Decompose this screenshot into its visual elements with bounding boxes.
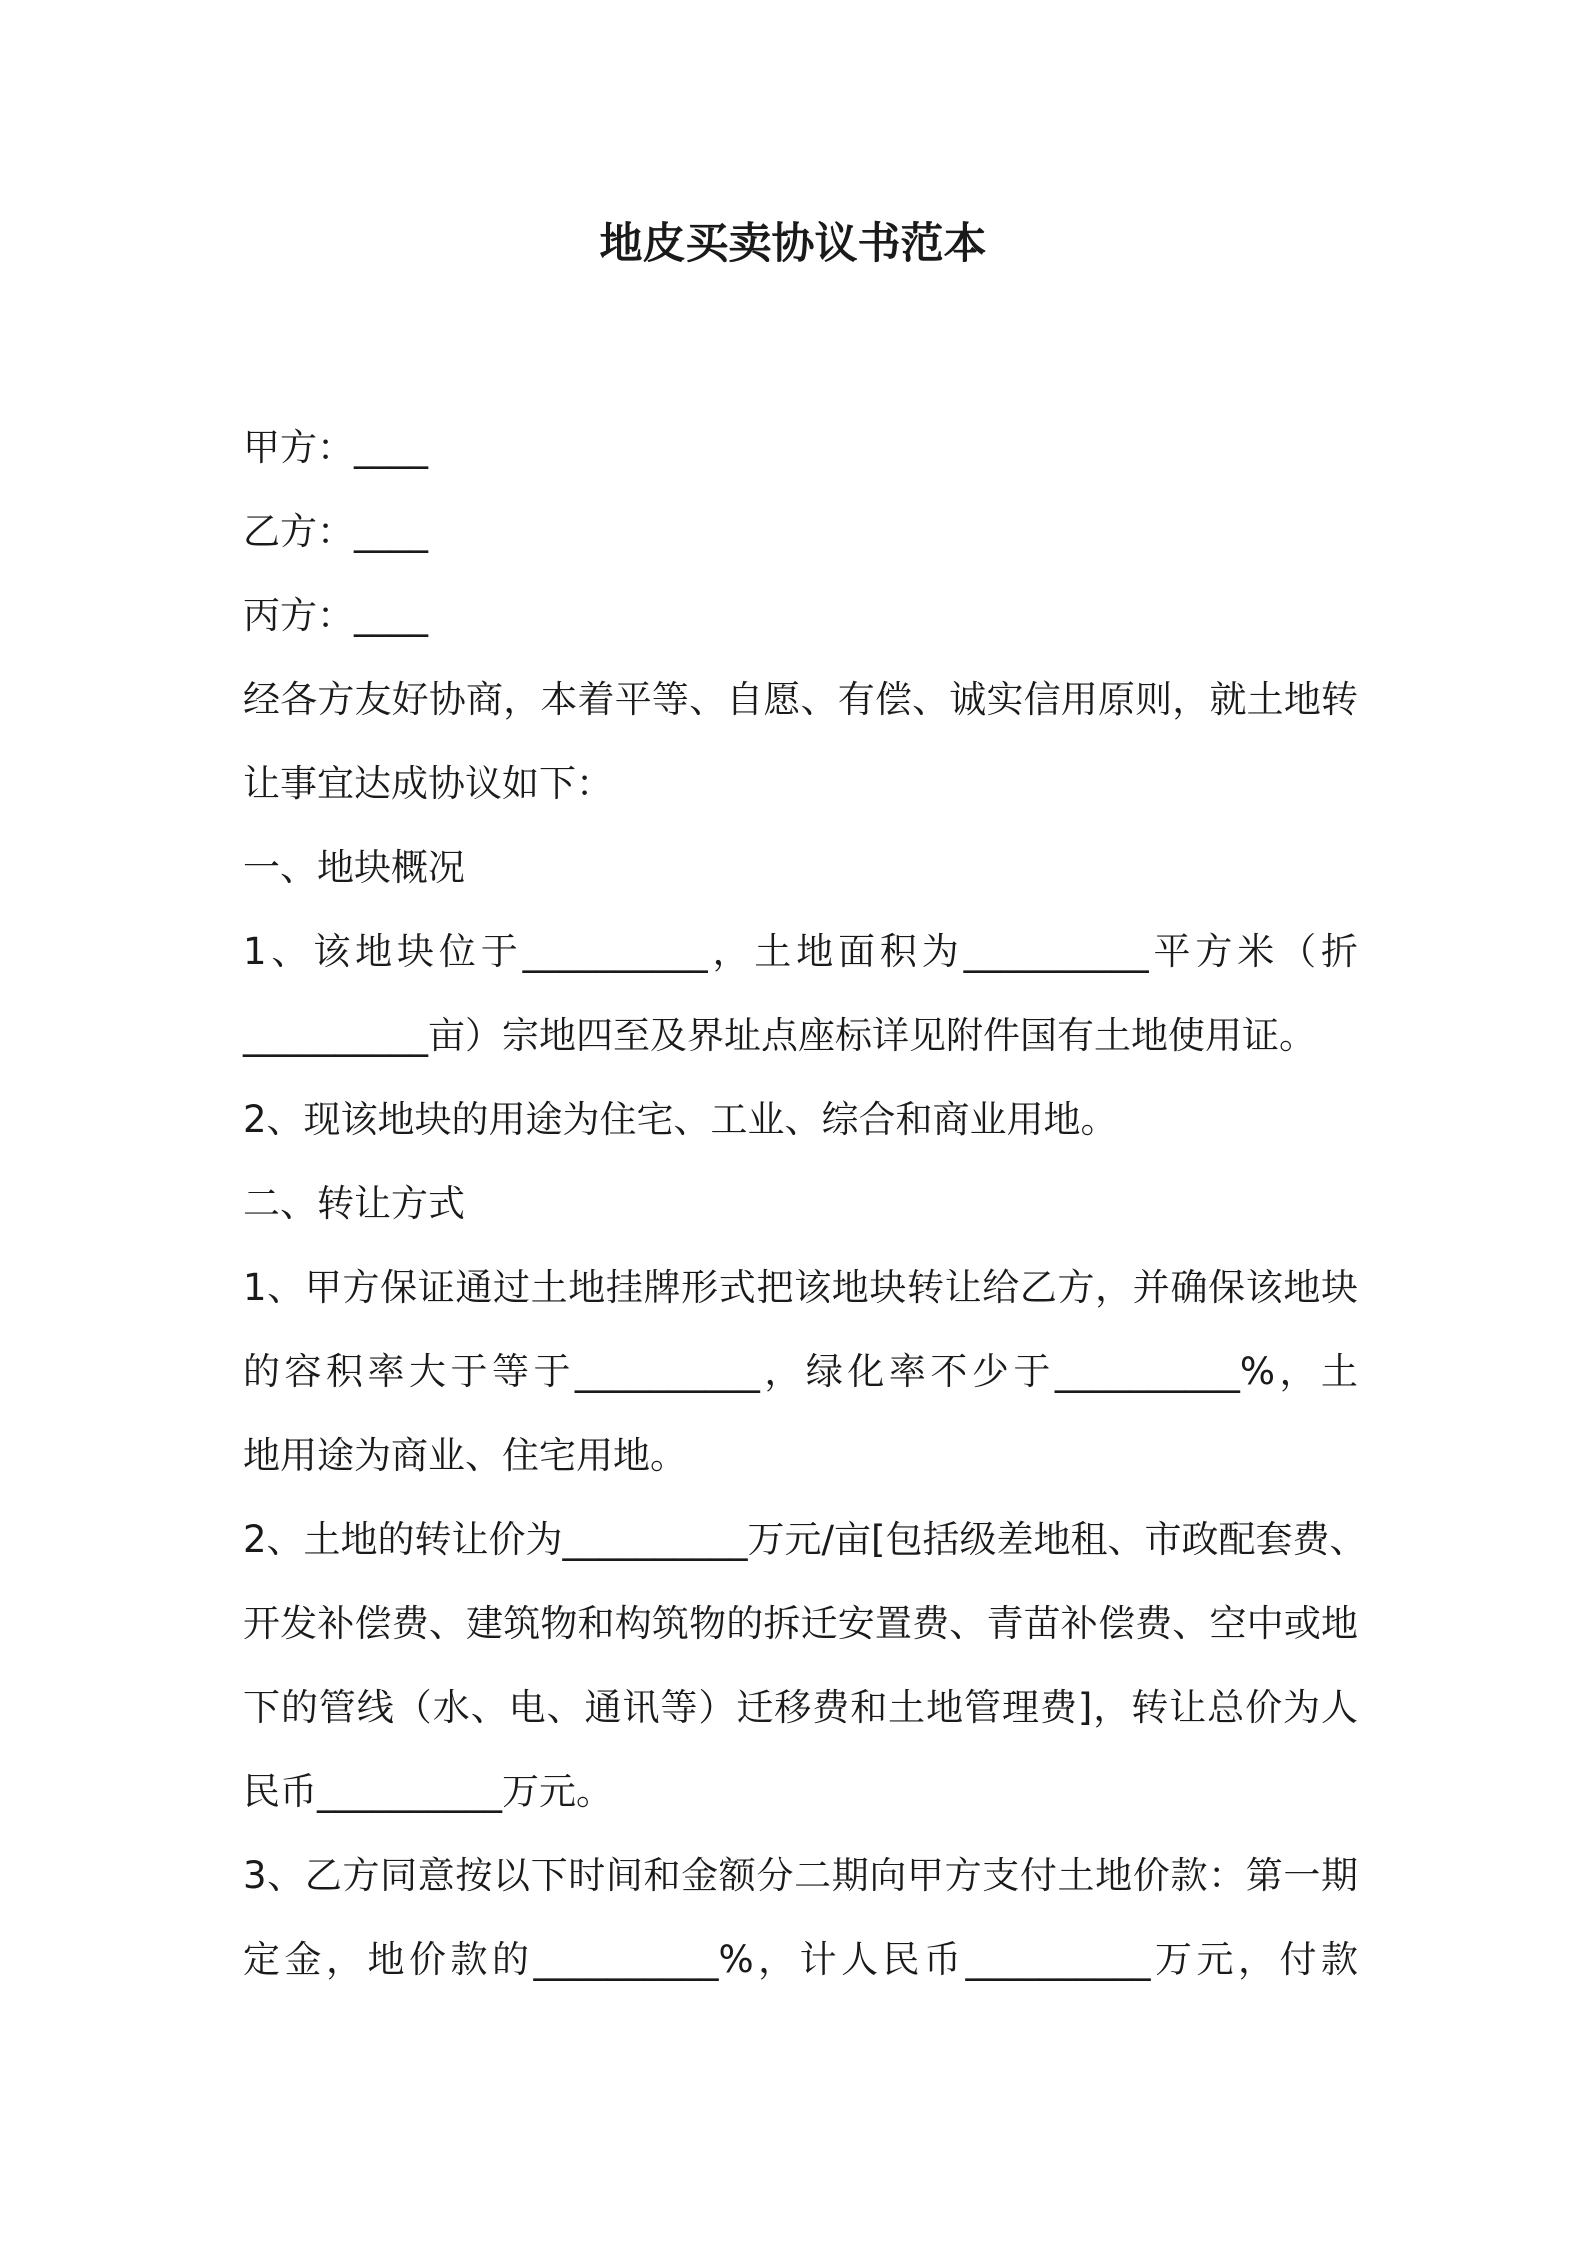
preamble-line: 让事宜达成协议如下：	[243, 762, 613, 805]
clause-line: 1、甲方保证通过土地挂牌形式把该地块转让给乙方，并确保该地块	[243, 1266, 1358, 1309]
clause-line: __________亩）宗地四至及界址点座标详见附件国有土地使用证。	[243, 1014, 1316, 1057]
party-a-line: 甲方：____	[243, 426, 428, 469]
party-b-line: 乙方：____	[243, 510, 428, 553]
clause-line: 下的管线（水、电、通讯等）迁移费和土地管理费]，转让总价为人	[243, 1686, 1358, 1729]
clause-line: 地用途为商业、住宅用地。	[243, 1434, 687, 1477]
clause-line: 1、该地块位于__________，土地面积为__________平方米（折	[243, 930, 1358, 973]
document-title: 地皮买卖协议书范本	[599, 219, 987, 269]
clause-line: 的容积率大于等于__________，绿化率不少于__________%，土	[243, 1350, 1358, 1393]
preamble-line: 经各方友好协商，本着平等、自愿、有偿、诚实信用原则，就土地转	[243, 678, 1358, 721]
section-heading: 二、转让方式	[243, 1182, 465, 1225]
clause-line: 定金，地价款的__________%，计人民币__________万元，付款	[243, 1938, 1358, 1981]
clause-line: 开发补偿费、建筑物和构筑物的拆迁安置费、青苗补偿费、空中或地	[243, 1602, 1358, 1645]
clause-line: 民币__________万元。	[243, 1770, 613, 1813]
party-c-line: 丙方：____	[243, 594, 428, 637]
section-heading: 一、地块概况	[243, 846, 465, 889]
document-body	[243, 406, 1367, 2002]
clause-line: 3、乙方同意按以下时间和金额分二期向甲方支付土地价款：第一期	[243, 1854, 1358, 1897]
clause-line: 2、土地的转让价为__________万元/亩[包括级差地租、市政配套费、	[243, 1518, 1367, 1561]
clause-line: 2、现该地块的用途为住宅、工业、综合和商业用地。	[243, 1098, 1118, 1141]
